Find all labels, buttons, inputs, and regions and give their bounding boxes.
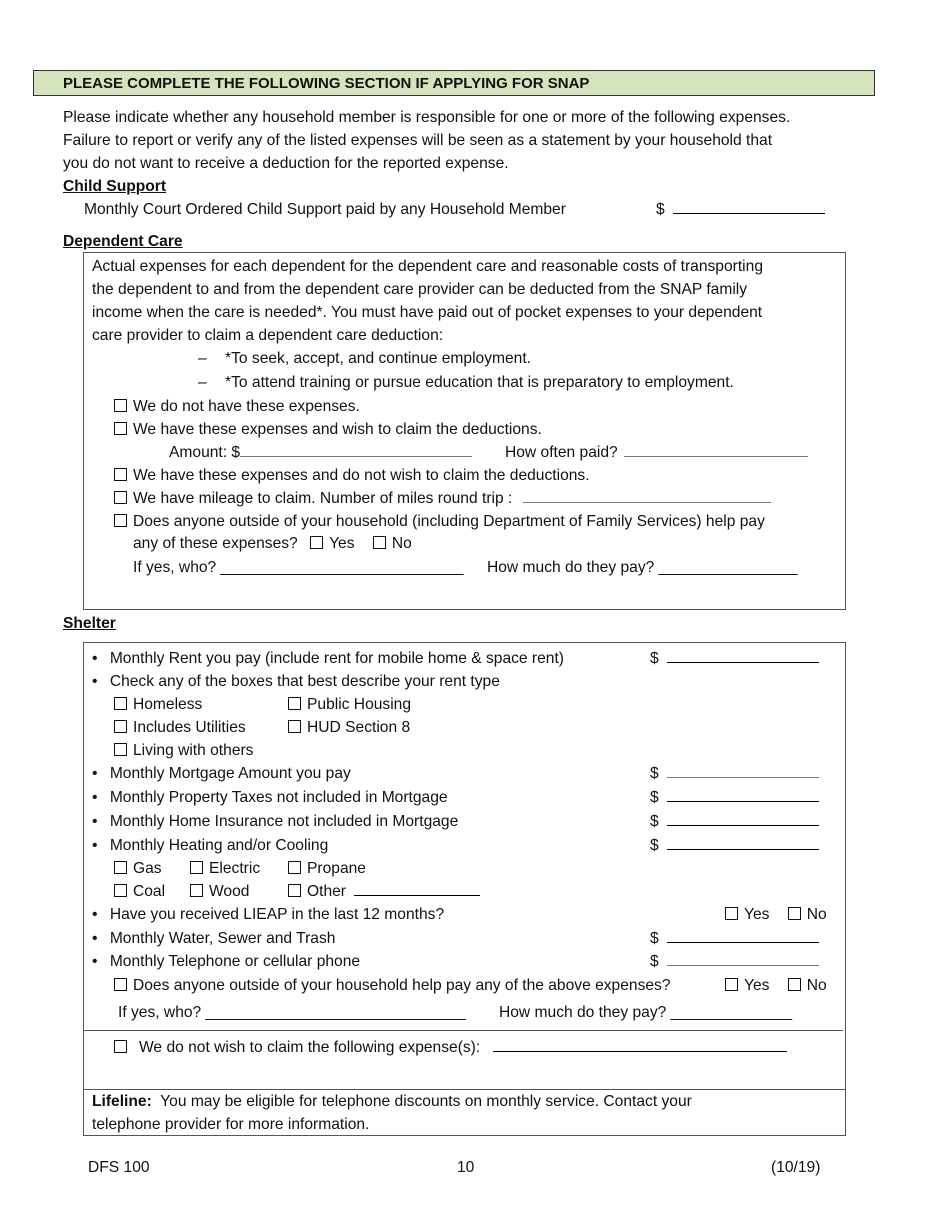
dash-icon: – (198, 350, 207, 367)
checkbox[interactable] (114, 697, 127, 710)
how-much[interactable]: How much do they pay? ________________ (487, 559, 798, 576)
child-support-amount (656, 198, 825, 221)
checkbox[interactable] (114, 743, 127, 756)
how-much[interactable]: How much do they pay? ______________ (499, 1004, 793, 1021)
lifeline-text: You may be eligible for telephone discounts on monthly service. Contact your (160, 1093, 692, 1110)
how-much-row[interactable] (487, 556, 797, 579)
option-no-expenses[interactable] (114, 395, 360, 418)
mortgage-row (92, 762, 351, 785)
description-line: income when the care is needed*. You must have paid out of pocket expenses to your dependent (92, 304, 763, 321)
currency-symbol: $ (650, 813, 659, 830)
option-coal[interactable] (114, 880, 165, 903)
currency-symbol: $ (650, 930, 659, 947)
option-label: We do not have these expenses. (133, 398, 360, 415)
option-label: Includes Utilities (133, 719, 246, 736)
yes-label: Yes (744, 977, 770, 994)
bullet-icon: • (92, 789, 98, 806)
option-outside-help[interactable] (114, 974, 671, 997)
option-propane[interactable] (288, 857, 366, 880)
option-includes-utilities[interactable] (114, 716, 246, 739)
option-label: Coal (133, 883, 166, 900)
option-label: We have these expenses and wish to claim the deductions. (133, 421, 542, 438)
option-label: HUD Section 8 (307, 719, 411, 736)
divider (83, 1030, 843, 1031)
mortgage-amount-field[interactable] (667, 762, 819, 778)
currency-symbol: $ (650, 953, 659, 970)
shelter-rent-row (92, 647, 564, 670)
option-label: Does anyone outside of your household help pay any of the above expenses? (133, 977, 671, 994)
miles-field[interactable] (523, 487, 771, 503)
how-often-field[interactable] (624, 441, 808, 457)
option-mileage[interactable] (114, 487, 771, 510)
no-label: No (391, 535, 412, 552)
outside-help-yes-no (725, 974, 827, 997)
yes-label: Yes (744, 906, 770, 923)
description-line: care provider to claim a dependent care deduction: (92, 327, 444, 344)
checkbox[interactable] (288, 861, 301, 874)
home-insurance-amount (650, 810, 819, 833)
heating-amount-field[interactable] (667, 834, 819, 850)
lifeline-line (92, 1090, 832, 1113)
section-title: PLEASE COMPLETE THE FOLLOWING SECTION IF APPLYING FOR SNAP (33, 70, 875, 96)
bullet-icon: • (92, 953, 98, 970)
rent-label: Monthly Rent you pay (include rent for mobile home & space rent) (109, 650, 564, 667)
checkbox[interactable] (288, 697, 301, 710)
option-label: Living with others (133, 742, 254, 759)
bullet-icon: • (92, 930, 98, 947)
option-label: We do not wish to claim the following expense(s): (139, 1039, 481, 1056)
option-hud[interactable] (288, 716, 410, 739)
no-checkbox[interactable] (788, 978, 801, 991)
checkbox[interactable] (114, 861, 127, 874)
no-checkbox[interactable] (373, 536, 386, 549)
lieap-yes-no (725, 903, 827, 926)
checkbox[interactable] (288, 720, 301, 733)
yes-label: Yes (329, 535, 355, 552)
option-gas[interactable] (114, 857, 162, 880)
option-outside-help[interactable] (114, 510, 765, 533)
bullet-icon: • (92, 906, 98, 923)
amount-label: Amount: $ (169, 444, 241, 461)
bullet-text: *To attend training or pursue education that is preparatory to employment. (225, 374, 734, 391)
water-label: Monthly Water, Sewer and Trash (109, 930, 336, 947)
child-support-label: Monthly Court Ordered Child Support paid by any Household Member (84, 201, 566, 218)
home-insurance-field[interactable] (667, 810, 819, 826)
lifeline-label: Lifeline: (92, 1093, 152, 1110)
form-id: DFS 100 (88, 1159, 150, 1176)
not-claim-field[interactable] (493, 1036, 787, 1052)
option-label: Does anyone outside of your household (including Department of Family Services) help pay (133, 513, 765, 530)
page-number: 10 (457, 1159, 475, 1176)
description-line: Actual expenses for each dependent for the dependent care and reasonable costs of transporting (92, 258, 763, 275)
if-yes-who[interactable]: If yes, who? ____________________________ (133, 559, 464, 576)
mortgage-amount (650, 762, 819, 785)
checkbox[interactable] (114, 978, 127, 991)
bullet-text: *To seek, accept, and continue employment. (225, 350, 532, 367)
checkbox[interactable] (190, 861, 203, 874)
dependent-care-heading: Dependent Care (63, 233, 183, 250)
option-label: Other (307, 883, 346, 900)
property-taxes-amount (650, 786, 819, 809)
bullet-icon: • (92, 650, 98, 667)
option-label: We have mileage to claim. Number of miles round trip : (133, 490, 513, 507)
option-label: Public Housing (307, 696, 412, 713)
heating-amount (650, 834, 819, 857)
option-label: Homeless (133, 696, 203, 713)
heating-label: Monthly Heating and/or Cooling (109, 837, 329, 854)
checkbox[interactable] (114, 514, 127, 527)
bullet-icon: • (92, 813, 98, 830)
option-label: Wood (209, 883, 250, 900)
checkbox[interactable] (288, 884, 301, 897)
checkbox[interactable] (114, 720, 127, 733)
bullet-icon: • (92, 673, 98, 690)
lifeline-line: telephone provider for more information. (92, 1116, 370, 1133)
option-public-housing[interactable] (288, 693, 411, 716)
home-insurance-row (92, 810, 458, 833)
currency-symbol: $ (650, 650, 659, 667)
dash-icon: – (198, 374, 207, 391)
revision-date: (10/19) (771, 1159, 821, 1176)
shelter-how-much[interactable] (499, 1001, 792, 1024)
option-other[interactable] (288, 880, 480, 903)
child-support-amount-field[interactable] (673, 198, 825, 214)
yes-checkbox[interactable] (725, 978, 738, 991)
intro-line: Failure to report or verify any of the listed expenses will be seen as a statement by your household that (63, 132, 773, 149)
lieap-label: Have you received LIEAP in the last 12 months? (109, 906, 445, 923)
checkbox[interactable] (190, 884, 203, 897)
rent-amount (650, 647, 819, 670)
rent-type-row (92, 670, 500, 693)
dependent-care-bullet (198, 371, 734, 394)
option-claim[interactable] (114, 418, 542, 441)
intro-text (63, 106, 883, 175)
telephone-row (92, 950, 360, 973)
telephone-amount (650, 950, 819, 973)
checkbox[interactable] (114, 1040, 127, 1053)
mortgage-label: Monthly Mortgage Amount you pay (109, 765, 351, 782)
lieap-row (92, 903, 444, 926)
option-label: Electric (209, 860, 261, 877)
currency-symbol: $ (650, 837, 659, 854)
option-label: We have these expenses and do not wish to claim the deductions. (133, 467, 590, 484)
bullet-icon: • (92, 765, 98, 782)
bullet-icon: • (92, 837, 98, 854)
telephone-label: Monthly Telephone or cellular phone (109, 953, 361, 970)
telephone-amount-field[interactable] (667, 950, 819, 966)
currency-symbol: $ (656, 201, 665, 218)
no-label: No (806, 906, 827, 923)
no-checkbox[interactable] (788, 907, 801, 920)
intro-line: Please indicate whether any household member is responsible for one or more of the following expenses. (63, 109, 791, 126)
child-support-row (84, 198, 566, 221)
description-line: the dependent to and from the dependent care provider can be deducted from the SNAP family (92, 281, 748, 298)
property-taxes-label: Monthly Property Taxes not included in Mortgage (109, 789, 448, 806)
intro-line: you do not want to receive a deduction for the reported expense. (63, 155, 509, 172)
option-label: any of these expenses? (133, 535, 298, 552)
option-electric[interactable] (190, 857, 260, 880)
dependent-care-description (92, 255, 842, 347)
checkbox[interactable] (114, 884, 127, 897)
option-label: Propane (307, 860, 366, 877)
child-support-heading: Child Support (63, 178, 167, 195)
option-label: Gas (133, 860, 162, 877)
heating-row (92, 834, 328, 857)
water-amount-field[interactable] (667, 927, 819, 943)
amount-field[interactable] (240, 441, 472, 457)
no-label: No (806, 977, 827, 994)
property-taxes-row (92, 786, 448, 809)
dependent-care-bullet (198, 347, 531, 370)
currency-symbol: $ (650, 789, 659, 806)
amount-row (169, 441, 472, 464)
rent-amount-field[interactable] (667, 647, 819, 663)
currency-symbol: $ (650, 765, 659, 782)
option-wood[interactable] (190, 880, 249, 903)
lifeline-note (92, 1090, 832, 1136)
shelter-heading: Shelter (63, 615, 116, 632)
rent-type-label: Check any of the boxes that best describe your rent type (109, 673, 500, 690)
option-homeless[interactable] (114, 693, 202, 716)
checkbox[interactable] (114, 422, 127, 435)
other-field[interactable] (354, 880, 480, 896)
checkbox[interactable] (114, 468, 127, 481)
water-row (92, 927, 335, 950)
yes-checkbox[interactable] (310, 536, 323, 549)
option-no-claim[interactable] (114, 464, 590, 487)
outside-help-line-2 (133, 532, 412, 555)
if-yes-who[interactable]: If yes, who? ______________________________ (118, 1004, 466, 1021)
option-not-claim[interactable] (114, 1036, 787, 1059)
checkbox[interactable] (114, 399, 127, 412)
property-taxes-field[interactable] (667, 786, 819, 802)
home-insurance-label: Monthly Home Insurance not included in Mortgage (109, 813, 459, 830)
if-yes-who-row[interactable] (133, 556, 463, 579)
yes-checkbox[interactable] (725, 907, 738, 920)
how-often-label: How often paid? (505, 444, 618, 461)
shelter-if-yes-who[interactable] (118, 1001, 466, 1024)
checkbox[interactable] (114, 491, 127, 504)
water-amount (650, 927, 819, 950)
how-often-row (505, 441, 808, 464)
option-living-with-others[interactable] (114, 739, 253, 762)
